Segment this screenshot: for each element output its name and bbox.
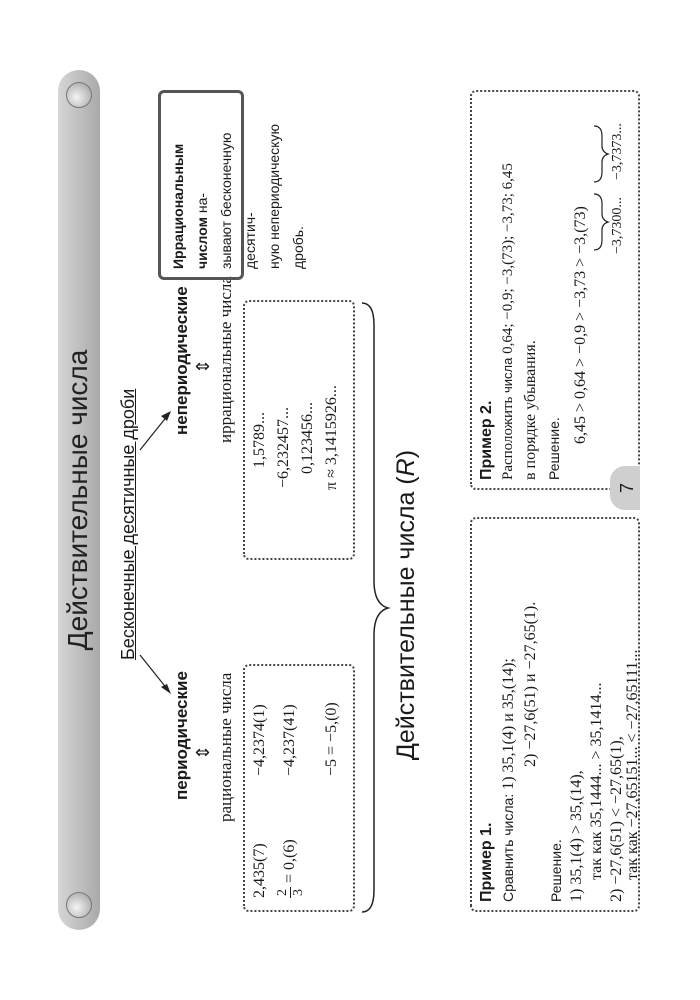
irrational-label: иррациональные числа xyxy=(216,276,235,443)
brace-1-path xyxy=(594,194,608,250)
example-1-solution-1a: 1) 35,1(4) > 35,(14), xyxy=(568,770,585,902)
example-1-solution-2a: 2) −27,6(51) < −27,65(1), xyxy=(608,736,625,902)
rotated-page xyxy=(50,70,650,930)
example-1-solution-label: Решение. xyxy=(548,839,564,902)
example-1-task-line-1: Сравнить числа: 1) 35,1(4) и 35,(14); xyxy=(500,658,517,902)
brace-2-path xyxy=(594,126,608,182)
definition-line-2: зывают бесконечную десятич- xyxy=(218,132,258,269)
irrational-example-3: 0,123456... xyxy=(299,402,316,474)
rational-example-5: −5 = −5,(0) xyxy=(323,702,340,776)
example-1-box xyxy=(470,517,640,912)
rational-label: рациональные числа xyxy=(216,672,235,822)
page-number: 7 xyxy=(610,466,640,510)
example-2-note-1: −3,7300... xyxy=(610,197,625,254)
brace-path xyxy=(362,303,388,912)
rational-example-2: −4,2374(1) xyxy=(251,704,268,776)
page-title: Действительные числа xyxy=(62,349,93,651)
definition-box xyxy=(158,90,306,280)
example-2-inequality: 6,45 > 0,64 > −0,9 > −3,73 > −3,(73) xyxy=(572,206,589,444)
fraction: 2 3 xyxy=(275,889,306,896)
infinite-decimals-label: Бесконечные десятичные дроби xyxy=(118,388,138,660)
example-1-solution-1b: так как 35,1444... > 35,1414... xyxy=(588,682,605,880)
example-2-task-line-1: Расположить числа 0,64; −0,9; −3,(73); −3,73; 6,45 xyxy=(500,163,516,480)
irrational-example-2: −6,232457... xyxy=(275,406,292,488)
periodic-label: периодические xyxy=(172,671,191,800)
arrow-updown-right-icon: ⇕ xyxy=(193,358,213,374)
example-2-title: Пример 2. xyxy=(478,400,495,480)
irrational-example-4: π ≈ 3,1415926... xyxy=(323,385,340,490)
example-1-task-line-2: 2) −27,6(51) и −27,65(1). xyxy=(522,601,539,767)
example-2-task-line-2: в порядке убывания. xyxy=(522,340,539,480)
real-numbers-label: Действительные числа (R) xyxy=(392,449,420,761)
arrow-updown-left-icon: ⇕ xyxy=(193,744,213,760)
example-1-solution-2b: так как −27,65151... < −27,65111... xyxy=(624,649,641,880)
definition-line-1: Иррациональным числом на- xyxy=(170,143,210,269)
rational-example-3: 2 3 = 0,(6) xyxy=(275,839,306,896)
example-1-title: Пример 1. xyxy=(478,822,495,902)
example-2-solution-label: Решение. xyxy=(546,417,562,480)
nonperiodic-label: непериодические xyxy=(172,286,191,435)
example-2-box xyxy=(470,90,640,490)
rational-example-1: 2,435(7) xyxy=(251,843,268,898)
example-2-note-2: −3,7373... xyxy=(610,123,625,180)
rational-example-4: −4,237(41) xyxy=(281,704,298,776)
definition-line-3: ную непериодическую дробь. xyxy=(266,124,306,269)
irrational-example-1: 1,5789... xyxy=(251,412,268,468)
